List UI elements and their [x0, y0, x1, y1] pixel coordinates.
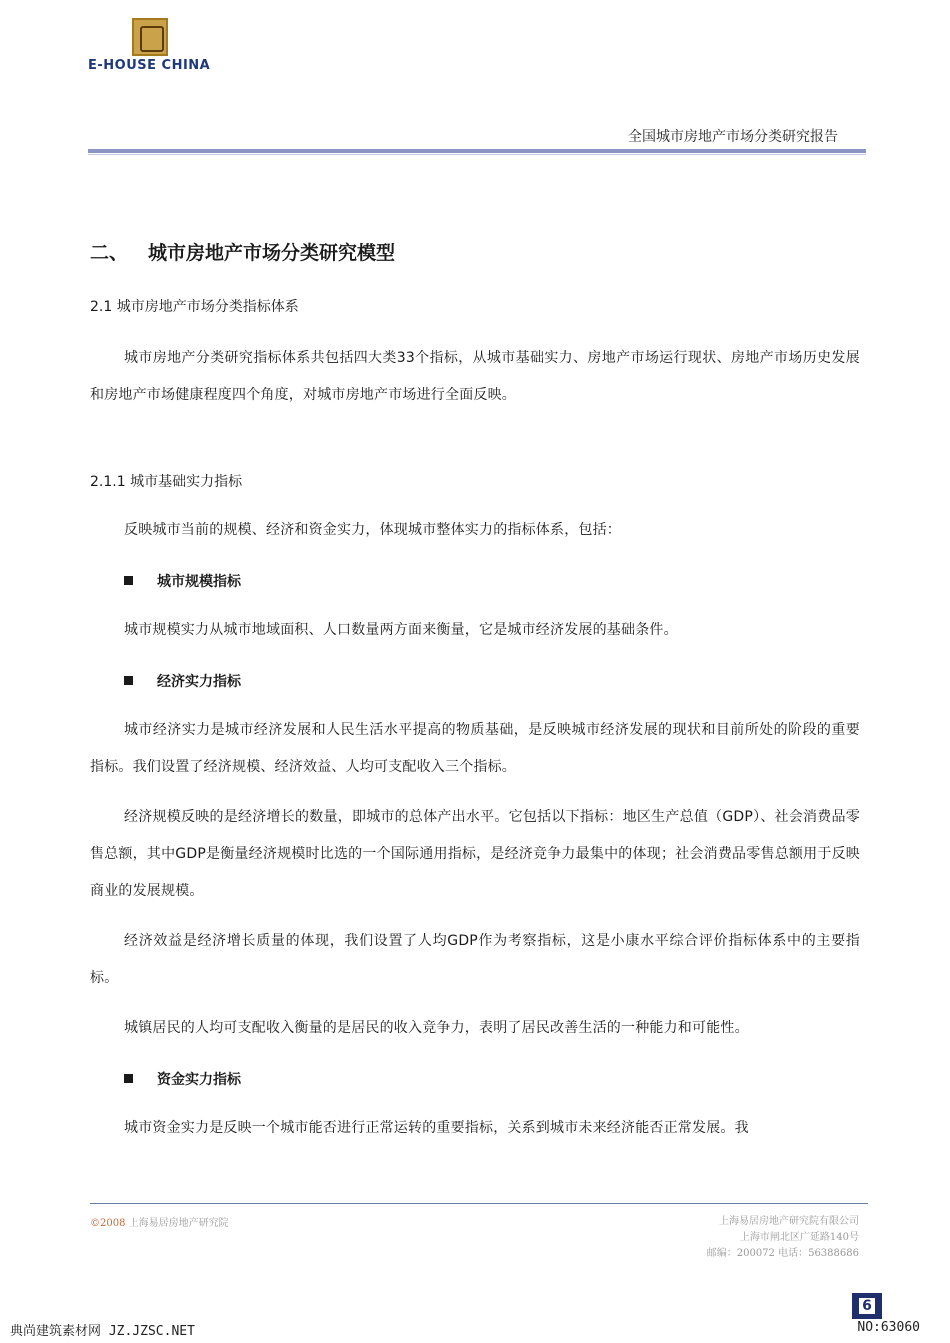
paragraph-economic-scale: 经济规模反映的是经济增长的数量，即城市的总体产出水平。它包括以下指标：地区生产总值（GDP）、社会消费品零售总额，其中GDP是衡量经济规模时比选的一个国际通用指标，是经济竞争力最集中的体现；社会消费品零售总额用于反映商业的发展规模。 [90, 809, 860, 899]
footer-copyright [90, 1214, 229, 1229]
e-house-logo [88, 18, 218, 76]
square-bullet-icon [124, 576, 133, 585]
paragraph-capital-strength: 城市资金实力是反映一个城市能否进行正常运转的重要指标，关系到城市未来经济能否正常发展。我 [124, 1120, 749, 1136]
paragraph-city-scale: 城市规模实力从城市地域面积、人口数量两方面来衡量，它是城市经济发展的基础条件。 [124, 622, 678, 638]
section-heading-2-1: 2.1 城市房地产市场分类指标体系 [90, 299, 299, 315]
copyright-text: 上海易居房地产研究院 [128, 1218, 229, 1229]
paragraph-economic-benefit: 经济效益是经济增长质量的体现，我们设置了人均GDP作为考察指标，这是小康水平综合评价指标体系中的主要指标。 [90, 933, 860, 986]
address-contact: 邮编：200072 电话：56388686 [706, 1248, 859, 1259]
footer-divider [90, 1203, 868, 1204]
square-bullet-icon [124, 1074, 133, 1083]
bullet-city-scale [124, 571, 241, 591]
footer-address [707, 1214, 859, 1262]
address-street: 上海市闸北区广延路140号 [739, 1232, 859, 1243]
paragraph-economic-strength: 城市经济实力是城市经济发展和人民生活水平提高的物质基础，是反映城市经济发展的现状和目前所处的阶段的重要指标。我们设置了经济规模、经济效益、人均可支配收入三个指标。 [90, 722, 860, 775]
page-number: 6 [859, 1298, 875, 1314]
page-number-badge [852, 1293, 882, 1319]
bullet-capital-strength [124, 1069, 241, 1089]
address-company: 上海易居房地产研究院有限公司 [719, 1216, 859, 1227]
chapter-number: 二、 [90, 242, 129, 264]
watermark-site: 典尚建筑素材网 JZ.JZSC.NET [10, 1324, 195, 1339]
bullet-label: 城市规模指标 [157, 574, 241, 590]
bullet-label: 资金实力指标 [157, 1072, 241, 1088]
seal-icon [132, 18, 168, 56]
header-divider [88, 149, 866, 153]
report-title: 全国城市房地产市场分类研究报告 [628, 129, 838, 145]
paragraph-index-system: 城市房地产分类研究指标体系共包括四大类33个指标，从城市基础实力、房地产市场运行现状、房地产市场历史发展和房地产市场健康程度四个角度，对城市房地产市场进行全面反映。 [90, 350, 860, 403]
bullet-economic-strength [124, 671, 241, 691]
watermark-number: NO:63060 [857, 1320, 920, 1335]
paragraph-disposable-income: 城镇居民的人均可支配收入衡量的是居民的收入竞争力，表明了居民改善生活的一种能力和可能性。 [124, 1020, 749, 1036]
section-heading-2-1-1: 2.1.1 城市基础实力指标 [90, 474, 243, 490]
copyright-mark: ©2008 [90, 1218, 126, 1229]
brand-name: E-HOUSE CHINA [88, 58, 211, 73]
chapter-title: 城市房地产市场分类研究模型 [148, 242, 396, 264]
bullet-label: 经济实力指标 [157, 674, 241, 690]
paragraph-city-strength: 反映城市当前的规模、经济和资金实力，体现城市整体实力的指标体系，包括： [124, 522, 621, 538]
chapter-heading [90, 238, 395, 265]
square-bullet-icon [124, 676, 133, 685]
